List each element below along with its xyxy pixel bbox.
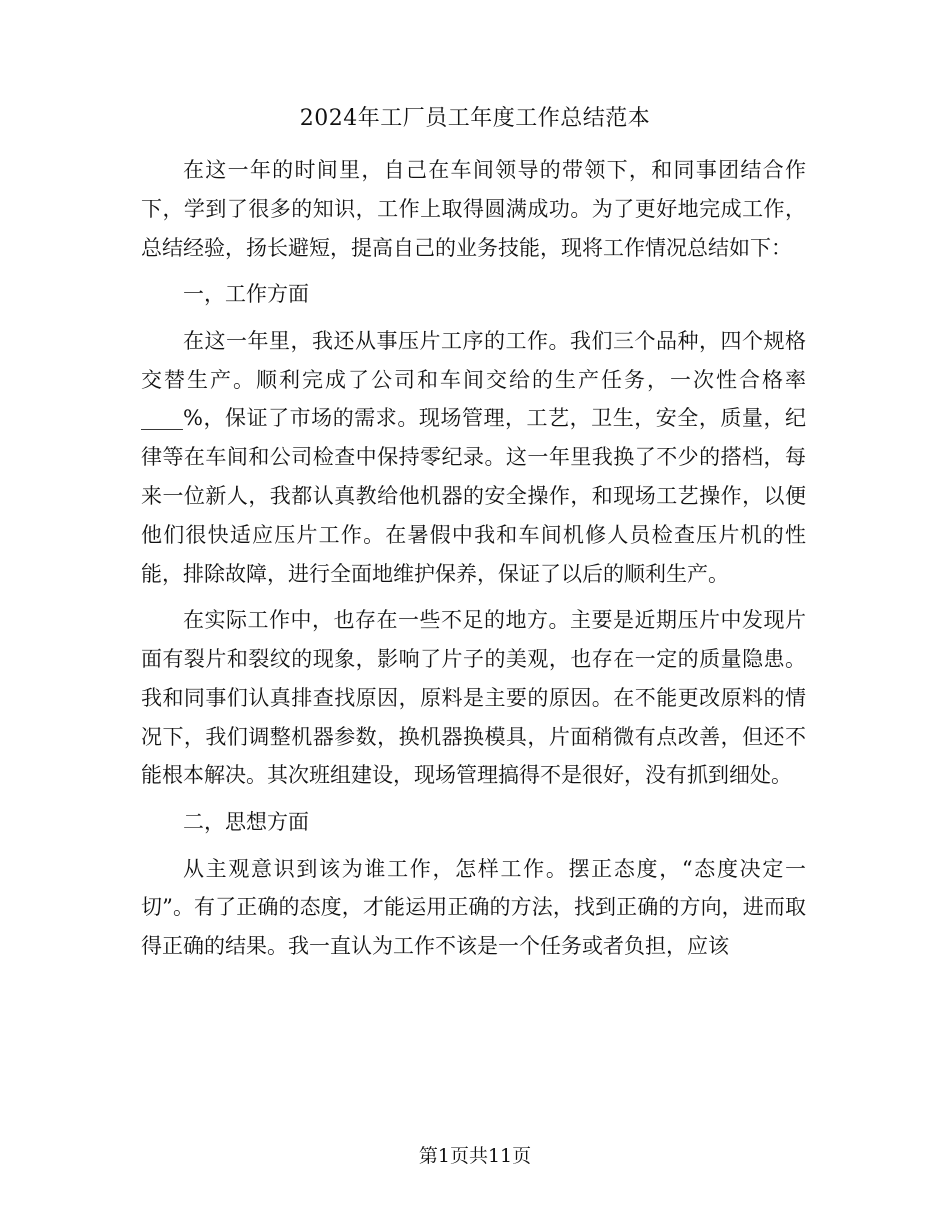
paragraph-thoughts: 从主观意识到该为谁工作，怎样工作。摆正态度，“态度决定一切”。有了正确的态度，才能运用正确的方法，找到正确的方向，进而取得正确的结果。我一直认为工作不该是一个任务或者负担，应该: [141, 856, 806, 959]
document-title: 2024年工厂员工年度工作总结范本: [299, 106, 651, 131]
paragraph-work-details: 在这一年里，我还从事压片工序的工作。我们三个品种，四个规格交替生产。顺利完成了公司和车间交给的生产任务，一次性合格率____%，保证了市场的需求。现场管理，工艺，卫生，安全，质量，纪律等在车间和公司检查中保持零纪录。这一年里我换了不少的搭档，每来一位新人，我都认真教给他机器的安全操作，和现场工艺操作，以便他们很快适应压片工作。在暑假中我和车间机修人员检查压片机的性能，排除故障，进行全面地维护保养，保证了以后的顺利生产。: [141, 328, 806, 586]
paragraph-intro: 在这一年的时间里，自己在车间领导的带领下，和同事团结合作下，学到了很多的知识，工作上取得圆满成功。为了更好地完成工作，总结经验，扬长避短，提高自己的业务技能，现将工作情况总结如下：: [141, 158, 806, 260]
section-heading-work: 一，工作方面: [183, 282, 309, 307]
page-number: 第1页共11页: [418, 1145, 532, 1167]
paragraph-shortcomings: 在实际工作中，也存在一些不足的地方。主要是近期压片中发现片面有裂片和裂纹的现象，影响了片子的美观，也存在一定的质量隐患。我和同事们认真排查找原因，原料是主要的原因。在不能更改原料的情况下，我们调整机器参数，换机器换模具，片面稍微有点改善，但还不能根本解决。其次班组建设，现场管理搞得不是很好，没有抓到细处。: [141, 608, 806, 788]
section-heading-thoughts: 二，思想方面: [183, 809, 309, 834]
document-body: [141, 151, 806, 974]
